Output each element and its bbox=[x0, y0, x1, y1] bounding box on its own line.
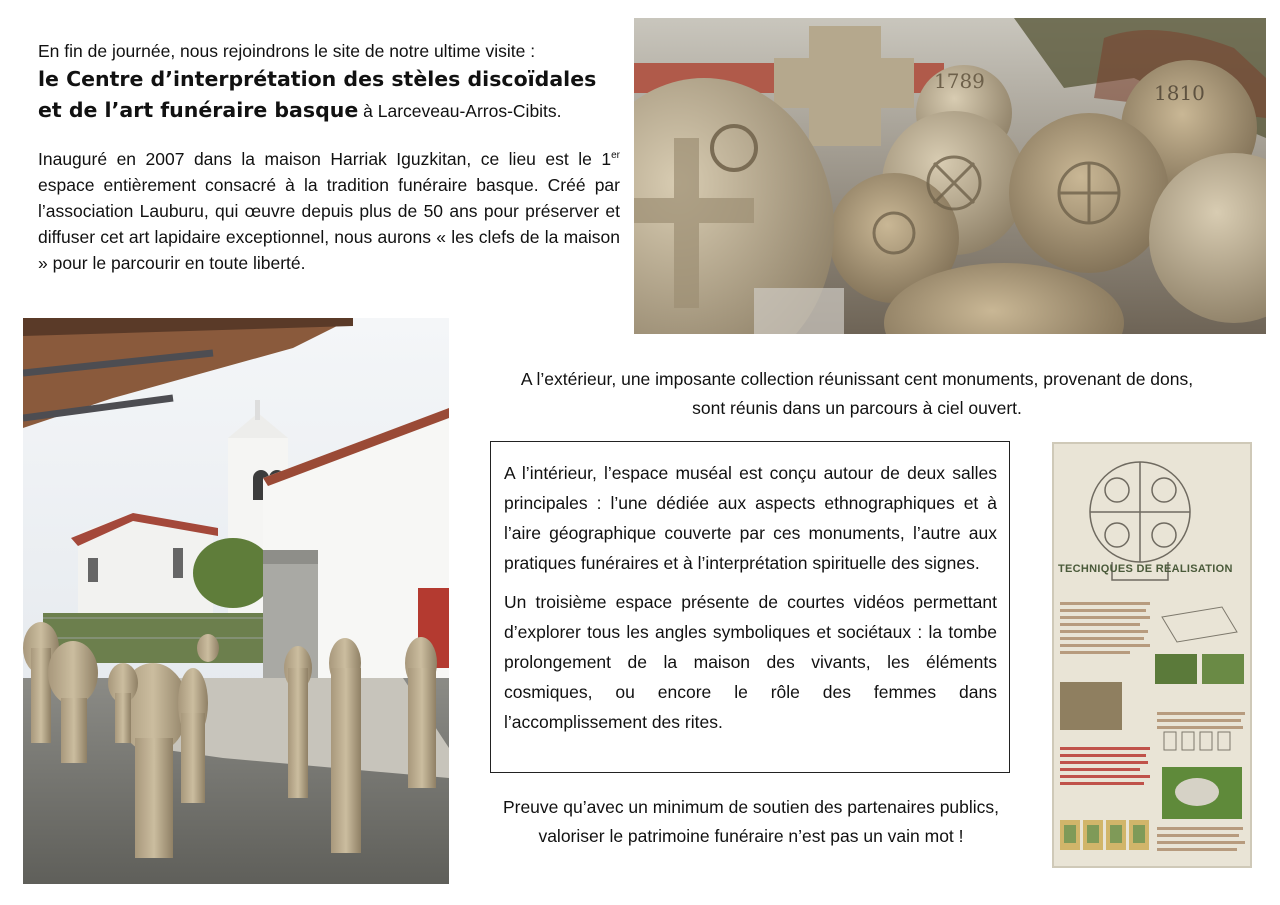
conclusion-text bbox=[462, 793, 1040, 851]
exterior-line-1: A l’extérieur, une imposante collection réunissant cent monuments, provenant de dons, bbox=[520, 369, 1194, 389]
intro-paragraph-start: Inauguré en 2007 dans la maison Harriak Iguzkitan, ce lieu est le 1 bbox=[38, 149, 612, 169]
intro-line: En fin de journée, nous rejoindrons le site de notre ultime visite : bbox=[38, 41, 536, 61]
intro-paragraph bbox=[38, 146, 620, 276]
information-panel-photo bbox=[1052, 442, 1252, 868]
intro-paragraph-end: espace entièrement consacré à la tradition funéraire basque. Créé par l’association Lauburu, qui œuvre depuis plus de 50 ans pour préserver et diffuser cet art lapidaire exceptionnel, nous aurons « les clefs de la maison » pour le parcourir en toute liberté. bbox=[38, 175, 620, 273]
exterior-line-2: sont réunis dans un parcours à ciel ouvert. bbox=[692, 398, 1022, 418]
intro-headline-paragraph bbox=[38, 64, 620, 126]
stelae-closeup-photo bbox=[634, 18, 1266, 334]
exterior-caption bbox=[462, 365, 1252, 423]
interior-paragraph-2: Un troisième espace présente de courtes vidéos permettant d’explorer tous les angles symboliques et sociétaux : la tombe prolongement de la maison des vivants, les éléments cosmiques, ou encore le rôle des femmes dans l’accomplissement des rites. bbox=[504, 592, 997, 732]
conclusion-line-2: valoriser le patrimoine funéraire n’est pas un vain mot ! bbox=[538, 826, 964, 846]
location-text: à Larceveau-Arros-Cibits. bbox=[358, 101, 562, 121]
church-stelae-photo bbox=[23, 318, 449, 884]
interior-paragraph-1: A l’intérieur, l’espace muséal est conçu autour de deux salles principales : l’une dédiée aux aspects ethnographiques et à l’aire géographique couverte par ces monuments, l’autre aux pratiques funéraires et à l’interprétation spirituelle des signes. bbox=[504, 463, 997, 573]
interior-text-box bbox=[490, 441, 1010, 773]
carved-date-left: 1789 bbox=[934, 69, 985, 93]
intro-text bbox=[38, 38, 620, 276]
carved-date-right: 1810 bbox=[1154, 81, 1205, 105]
ordinal-superscript: er bbox=[611, 150, 620, 162]
conclusion-line-1: Preuve qu’avec un minimum de soutien des partenaires publics, bbox=[502, 797, 1000, 817]
panel-title: TECHNIQUES DE REALISATION bbox=[1058, 563, 1233, 575]
centre-headline: le Centre d’interprétation des stèles discoïdales et de l’art funéraire basque bbox=[38, 67, 597, 122]
